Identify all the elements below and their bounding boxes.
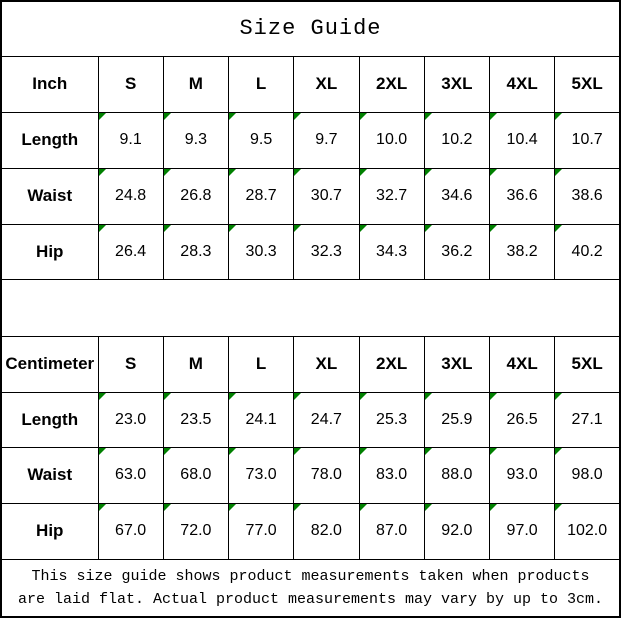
measurement-value-cell (98, 447, 163, 503)
measurement-label-cell: Length (1, 392, 98, 447)
cell-corner-triangle-icon (294, 448, 301, 455)
cell-corner-triangle-icon (229, 225, 236, 232)
note-line-1: This size guide shows product measurements taken when products (31, 567, 590, 585)
measurement-value: 24.8 (115, 187, 147, 204)
size-header-cell: 3XL (424, 336, 489, 392)
cell-corner-triangle-icon (425, 113, 432, 120)
cell-corner-triangle-icon (294, 504, 301, 511)
measurement-value-cell (424, 392, 489, 447)
cell-corner-triangle-icon (229, 169, 236, 176)
measurement-value-cell (163, 168, 228, 224)
measurement-value-cell (98, 168, 163, 224)
page-title: Size Guide (1, 1, 620, 56)
cell-corner-triangle-icon (99, 225, 106, 232)
cell-corner-triangle-icon (294, 393, 301, 400)
measurement-value: 25.3 (376, 410, 408, 428)
measurement-value: 26.8 (180, 187, 212, 204)
cell-corner-triangle-icon (490, 504, 497, 511)
cell-corner-triangle-icon (229, 113, 236, 120)
table-row (1, 503, 620, 559)
size-header-cell: 2XL (359, 56, 424, 112)
measurement-value-cell (490, 503, 555, 559)
cell-corner-triangle-icon (425, 504, 432, 511)
cell-corner-triangle-icon (555, 225, 562, 232)
measurement-value-cell (424, 447, 489, 503)
measurement-value-cell (98, 112, 163, 168)
measurement-value-cell (359, 503, 424, 559)
measurement-value: 102.0 (567, 522, 608, 539)
measurement-value-cell (359, 447, 424, 503)
table-row (1, 168, 620, 224)
measurement-value: 78.0 (310, 466, 342, 483)
measurement-value-cell (555, 168, 620, 224)
measurement-value: 9.3 (184, 131, 207, 148)
size-header-cell: M (163, 56, 228, 112)
measurement-value-cell (229, 447, 294, 503)
cell-corner-triangle-icon (294, 113, 301, 120)
measurement-value: 10.4 (506, 131, 538, 148)
measurement-value: 10.7 (571, 131, 603, 148)
measurement-value: 36.2 (441, 242, 473, 260)
measurement-value: 30.3 (245, 242, 277, 260)
size-header-cell: S (98, 56, 163, 112)
measurement-value-cell (294, 447, 359, 503)
cell-corner-triangle-icon (425, 225, 432, 232)
cell-corner-triangle-icon (229, 393, 236, 400)
cell-corner-triangle-icon (360, 225, 367, 232)
cell-corner-triangle-icon (294, 169, 301, 176)
measurement-value: 88.0 (441, 466, 473, 483)
measurement-value: 9.1 (119, 131, 142, 148)
measurement-value: 72.0 (180, 522, 212, 539)
measurement-value: 23.5 (180, 410, 212, 428)
cell-corner-triangle-icon (425, 169, 432, 176)
measurement-value: 23.0 (115, 410, 147, 428)
cell-corner-triangle-icon (164, 225, 171, 232)
cell-corner-triangle-icon (229, 448, 236, 455)
cell-corner-triangle-icon (99, 169, 106, 176)
measurement-value: 26.4 (115, 242, 147, 260)
cell-corner-triangle-icon (490, 113, 497, 120)
measurement-value: 97.0 (506, 522, 538, 539)
measurement-value-cell (163, 392, 228, 447)
measurement-value: 73.0 (245, 466, 277, 483)
measurement-value-cell (229, 168, 294, 224)
measurement-label-cell: Length (1, 112, 98, 168)
size-header-cell: 3XL (424, 56, 489, 112)
cell-corner-triangle-icon (164, 169, 171, 176)
size-header-cell: 4XL (490, 336, 555, 392)
measurement-value: 34.6 (441, 187, 473, 204)
cell-corner-triangle-icon (555, 393, 562, 400)
unit-header-cell-centimeter: Centimeter (1, 336, 98, 392)
measurement-value-cell (359, 224, 424, 279)
table-row (1, 224, 620, 279)
cell-corner-triangle-icon (99, 113, 106, 120)
size-header-cell: L (229, 56, 294, 112)
cell-corner-triangle-icon (229, 504, 236, 511)
cell-corner-triangle-icon (294, 225, 301, 232)
cell-corner-triangle-icon (99, 393, 106, 400)
measurement-value-cell (98, 392, 163, 447)
cell-corner-triangle-icon (360, 113, 367, 120)
measurement-value-cell (424, 112, 489, 168)
measurement-label-cell: Hip (1, 503, 98, 559)
measurement-value: 34.3 (376, 242, 408, 260)
measurement-value: 67.0 (115, 522, 147, 539)
cell-corner-triangle-icon (164, 393, 171, 400)
cell-corner-triangle-icon (99, 448, 106, 455)
measurement-label-cell: Waist (1, 168, 98, 224)
size-header-cell: 5XL (555, 56, 620, 112)
measurement-value: 24.7 (310, 410, 342, 428)
measurement-value-cell (294, 392, 359, 447)
cell-corner-triangle-icon (555, 169, 562, 176)
measurement-value-cell (163, 224, 228, 279)
measurement-value-cell (294, 168, 359, 224)
cell-corner-triangle-icon (555, 448, 562, 455)
measurement-value: 38.6 (571, 187, 603, 204)
measurement-value-cell (424, 503, 489, 559)
measurement-value-cell (555, 224, 620, 279)
measurement-value: 9.5 (250, 131, 273, 148)
table-row (1, 392, 620, 447)
measurement-value-cell (490, 447, 555, 503)
measurement-value-cell (294, 503, 359, 559)
size-guide-note (1, 559, 620, 617)
cell-corner-triangle-icon (425, 393, 432, 400)
size-header-cell: L (229, 336, 294, 392)
measurement-value-cell (490, 168, 555, 224)
measurement-value: 68.0 (180, 466, 212, 483)
measurement-value: 27.1 (571, 410, 603, 428)
table-row (1, 112, 620, 168)
measurement-value: 38.2 (506, 242, 538, 260)
measurement-value: 10.0 (376, 131, 408, 148)
measurement-value: 9.7 (315, 131, 338, 148)
table-row (1, 447, 620, 503)
measurement-value: 25.9 (441, 410, 473, 428)
size-header-cell: XL (294, 56, 359, 112)
measurement-label-cell: Waist (1, 447, 98, 503)
size-header-cell: 2XL (359, 336, 424, 392)
measurement-value: 32.7 (376, 187, 408, 204)
measurement-value-cell (359, 112, 424, 168)
spacer-row (1, 279, 620, 336)
measurement-value-cell (229, 392, 294, 447)
measurement-value: 40.2 (571, 242, 603, 260)
size-header-cell: 5XL (555, 336, 620, 392)
measurement-value-cell (98, 224, 163, 279)
measurement-value: 30.7 (310, 187, 342, 204)
cell-corner-triangle-icon (360, 169, 367, 176)
measurement-value-cell (98, 503, 163, 559)
measurement-value: 24.1 (245, 410, 277, 428)
unit-header-cell-inch: Inch (1, 56, 98, 112)
measurement-value-cell (163, 503, 228, 559)
measurement-value: 83.0 (376, 466, 408, 483)
cell-corner-triangle-icon (360, 393, 367, 400)
measurement-value: 28.3 (180, 242, 212, 260)
cell-corner-triangle-icon (490, 448, 497, 455)
measurement-value: 36.6 (506, 187, 538, 204)
cell-corner-triangle-icon (164, 113, 171, 120)
cell-corner-triangle-icon (490, 393, 497, 400)
cell-corner-triangle-icon (164, 448, 171, 455)
cell-corner-triangle-icon (360, 448, 367, 455)
size-header-cell: 4XL (490, 56, 555, 112)
measurement-value: 82.0 (310, 522, 342, 539)
measurement-value-cell (163, 447, 228, 503)
size-header-cell: M (163, 336, 228, 392)
measurement-value: 98.0 (571, 466, 603, 483)
cell-corner-triangle-icon (360, 504, 367, 511)
measurement-value-cell (555, 392, 620, 447)
measurement-value-cell (490, 224, 555, 279)
inch-header-row (1, 56, 620, 112)
measurement-value-cell (229, 224, 294, 279)
note-line-2: are laid flat. Actual product measurements may vary by up to 3cm. (17, 590, 604, 608)
cell-corner-triangle-icon (490, 225, 497, 232)
measurement-value: 28.7 (245, 187, 277, 204)
size-header-cell: S (98, 336, 163, 392)
measurement-value: 77.0 (245, 522, 277, 539)
measurement-value-cell (555, 503, 620, 559)
measurement-value-cell (490, 392, 555, 447)
cell-corner-triangle-icon (425, 448, 432, 455)
measurement-value-cell (163, 112, 228, 168)
measurement-value-cell (229, 503, 294, 559)
measurement-value-cell (229, 112, 294, 168)
size-header-cell: XL (294, 336, 359, 392)
measurement-label-cell: Hip (1, 224, 98, 279)
measurement-value-cell (424, 168, 489, 224)
cell-corner-triangle-icon (555, 504, 562, 511)
measurement-value-cell (490, 112, 555, 168)
measurement-value-cell (424, 224, 489, 279)
measurement-value: 93.0 (506, 466, 538, 483)
measurement-value: 10.2 (441, 131, 473, 148)
centimeter-header-row (1, 336, 620, 392)
measurement-value-cell (359, 168, 424, 224)
measurement-value: 32.3 (310, 242, 342, 260)
measurement-value-cell (294, 224, 359, 279)
measurement-value-cell (359, 392, 424, 447)
measurement-value: 92.0 (441, 522, 473, 539)
cell-corner-triangle-icon (164, 504, 171, 511)
measurement-value: 87.0 (376, 522, 408, 539)
measurement-value-cell (294, 112, 359, 168)
measurement-value: 63.0 (115, 466, 147, 483)
measurement-value: 26.5 (506, 410, 538, 428)
cell-corner-triangle-icon (490, 169, 497, 176)
cell-corner-triangle-icon (99, 504, 106, 511)
measurement-value-cell (555, 112, 620, 168)
cell-corner-triangle-icon (555, 113, 562, 120)
measurement-value-cell (555, 447, 620, 503)
